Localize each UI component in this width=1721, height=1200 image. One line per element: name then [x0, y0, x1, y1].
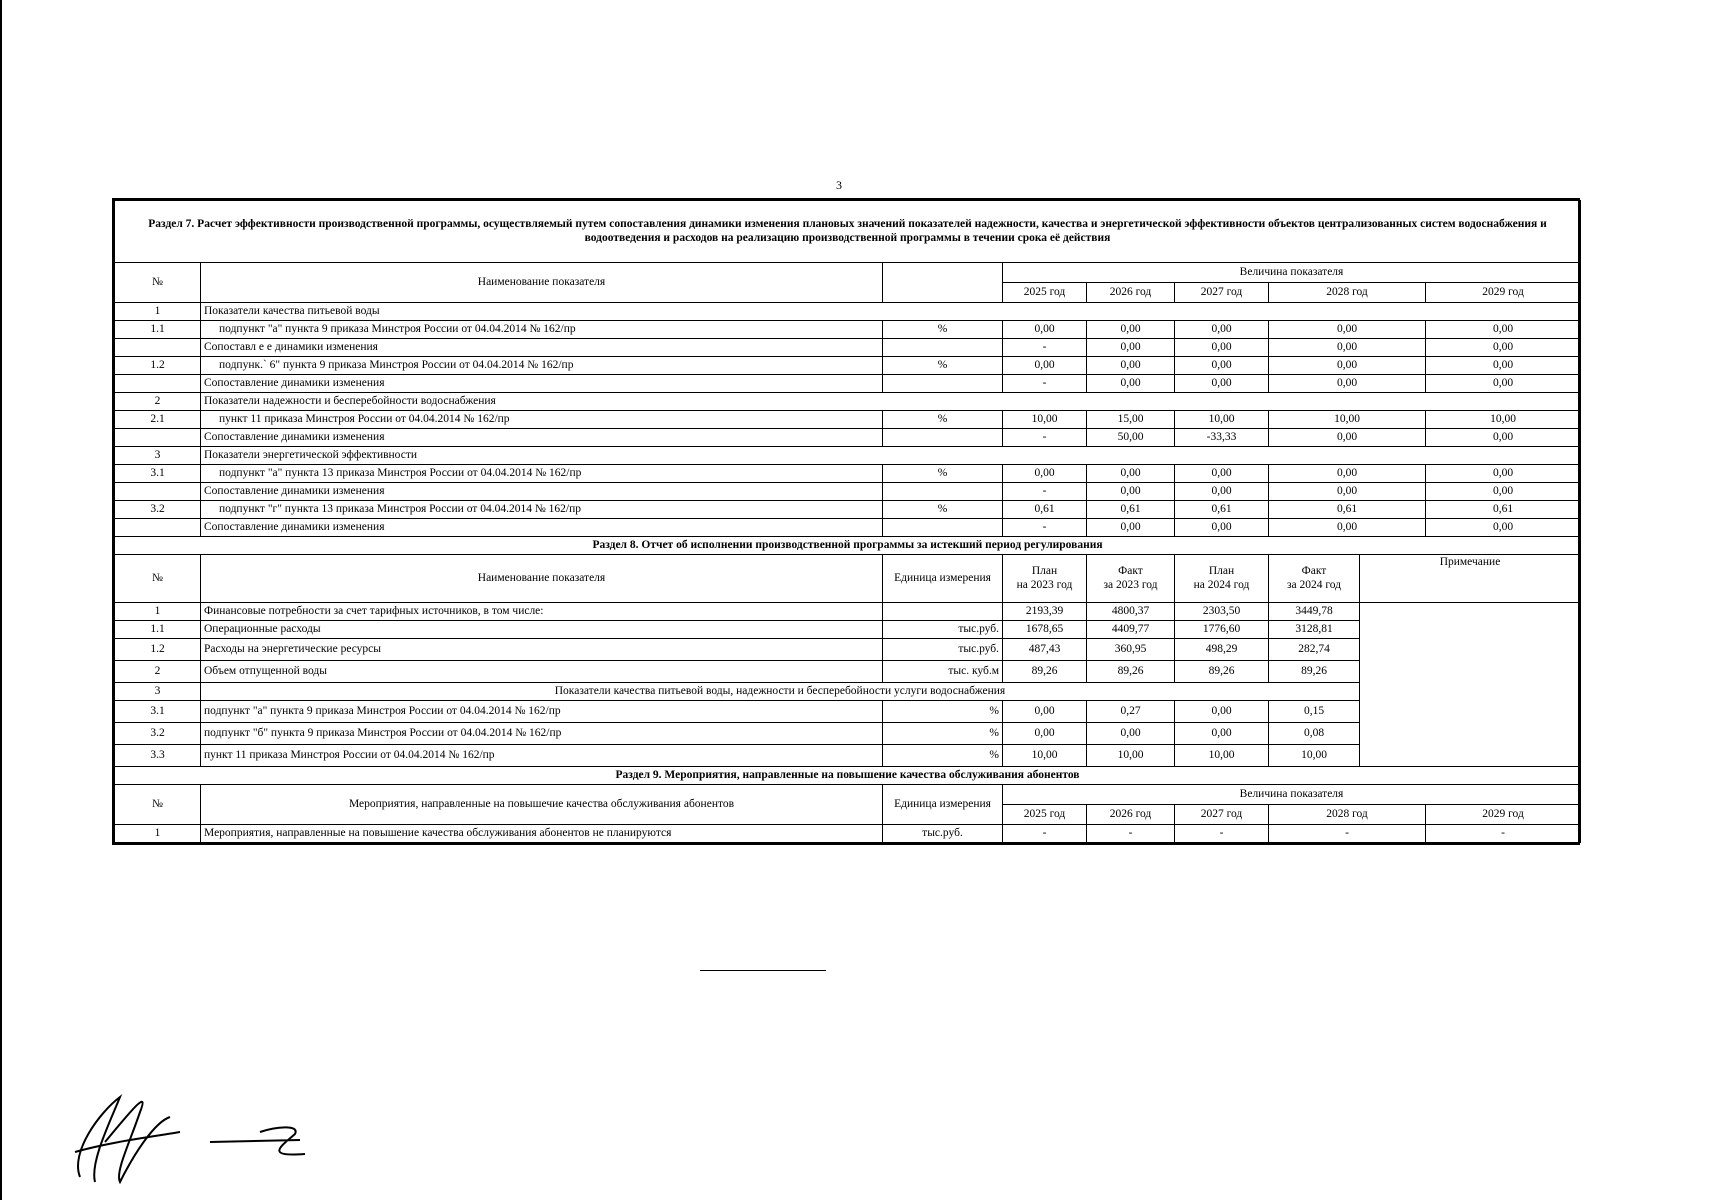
s7-row-unit: [883, 375, 1003, 393]
s7-row-no: 2: [115, 393, 201, 411]
s7-table-row: [115, 465, 1581, 483]
s9-row-value: -: [1003, 825, 1087, 843]
s7-row-name: Сопоставление динамики изменения: [201, 375, 883, 393]
signature-image: [60, 1082, 320, 1192]
s7-row-name: Сопоставл е е динамики изменения: [201, 339, 883, 357]
s9-year: 2027 год: [1175, 805, 1269, 825]
s7-row-value: 0,00: [1003, 321, 1087, 339]
s8-row-value: 10,00: [1269, 745, 1360, 767]
s7-row-value: 0,00: [1426, 483, 1581, 501]
section9-table: [114, 766, 1581, 843]
s7-header-no: №: [115, 263, 201, 303]
s8-row-unit: %: [883, 701, 1003, 723]
s8-row-value: 0,00: [1087, 723, 1175, 745]
s9-row-unit: тыс.руб.: [883, 825, 1003, 843]
s7-row-value: 0,00: [1269, 483, 1426, 501]
s8-row-name: подпункт "б" пункта 9 приказа Минстроя России от 04.04.2014 № 162/пр: [201, 723, 883, 745]
s8-header-unit: Единица измерения: [883, 555, 1003, 603]
s7-row-unit: %: [883, 411, 1003, 429]
s8-row-no: 3.3: [115, 745, 201, 767]
s7-row-no: 1.2: [115, 357, 201, 375]
s7-table-row: [115, 357, 1581, 375]
s7-year: 2029 год: [1426, 283, 1581, 303]
s7-row-value: -33,33: [1175, 429, 1269, 447]
s7-year: 2026 год: [1087, 283, 1175, 303]
s9-year: 2025 год: [1003, 805, 1087, 825]
s8-row-name: подпункт "а" пункта 9 приказа Минстроя России от 04.04.2014 № 162/пр: [201, 701, 883, 723]
s8-header-no: №: [115, 555, 201, 603]
s7-row-value: 0,00: [1426, 429, 1581, 447]
s7-row-value: 0,00: [1269, 375, 1426, 393]
s7-row-no: 1.1: [115, 321, 201, 339]
s7-row-name: подпункт "г" пункта 13 приказа Минстроя России от 04.04.2014 № 162/пр: [201, 501, 883, 519]
s7-table-row: [115, 339, 1581, 357]
s8-row-value: 10,00: [1003, 745, 1087, 767]
s9-year: 2029 год: [1426, 805, 1581, 825]
s7-row-value: 0,00: [1087, 339, 1175, 357]
s7-row-value: 0,00: [1426, 321, 1581, 339]
s7-row-value: 10,00: [1003, 411, 1087, 429]
s8-header-plan2023: План на 2023 год: [1003, 555, 1087, 603]
s7-row-value: 0,00: [1269, 465, 1426, 483]
section7-title: Раздел 7. Расчет эффективности производственной программы, осуществляемый путем сопоставления динамики изменения плановых значений показателей надежности, качества и энергетической эффективности объектов централизованных систем водоснабжения и водоотведения и расходов на реализацию производственной программы в течении срока её действия: [115, 201, 1581, 263]
s7-row-value: 0,00: [1175, 375, 1269, 393]
s9-row-value: -: [1426, 825, 1581, 843]
s7-row-value: -: [1003, 519, 1087, 537]
section7-table: [114, 200, 1581, 555]
s7-table-row: [115, 519, 1581, 537]
s7-row-value: -: [1003, 483, 1087, 501]
s7-row-value: 10,00: [1426, 411, 1581, 429]
scan-left-edge: [0, 0, 2, 1200]
s7-table-row: [115, 321, 1581, 339]
s8-row-value: 89,26: [1175, 661, 1269, 683]
s7-row-value: 0,00: [1087, 465, 1175, 483]
s8-row-unit: тыс.руб.: [883, 639, 1003, 661]
s7-row-name: Сопоставление динамики изменения: [201, 429, 883, 447]
s8-row-value: 10,00: [1175, 745, 1269, 767]
s8-header-fact2024: Факт за 2024 год: [1269, 555, 1360, 603]
s7-row-value: 50,00: [1087, 429, 1175, 447]
s8-row-value: 10,00: [1087, 745, 1175, 767]
s9-row-value: -: [1175, 825, 1269, 843]
s8-row-name: Объем отпущенной воды: [201, 661, 883, 683]
s9-row-no: 1: [115, 825, 201, 843]
s7-row-no: 3.1: [115, 465, 201, 483]
s8-row-unit: тыс. куб.м: [883, 661, 1003, 683]
s7-row-no: [115, 429, 201, 447]
s7-table-row: [115, 447, 1581, 465]
s8-group-name: Показатели качества питьевой воды, надежности и бесперебойности услуги водоснабжения: [201, 683, 1360, 701]
s7-row-name: подпункт "а" пункта 9 приказа Минстроя России от 04.04.2014 № 162/пр: [201, 321, 883, 339]
s9-year: 2028 год: [1269, 805, 1426, 825]
s7-row-unit: %: [883, 357, 1003, 375]
s7-year: 2028 год: [1269, 283, 1426, 303]
s8-header-plan2024: План на 2024 год: [1175, 555, 1269, 603]
s8-row-value: 0,08: [1269, 723, 1360, 745]
s8-note-cell: [1360, 603, 1581, 767]
s7-row-value: 0,00: [1426, 339, 1581, 357]
s7-row-name: подпунк.` 6" пункта 9 приказа Минстроя России от 04.04.2014 № 162/пр: [201, 357, 883, 375]
s8-row-unit: [883, 603, 1003, 621]
s8-row-name: Расходы на энергетические ресурсы: [201, 639, 883, 661]
s7-row-unit: [883, 339, 1003, 357]
s8-row-name: Операционные расходы: [201, 621, 883, 639]
section9-title: Раздел 9. Мероприятия, направленные на повышение качества обслуживания абонентов: [115, 767, 1581, 785]
s8-header-name: Наименование показателя: [201, 555, 883, 603]
s7-row-name: Сопоставление динамики изменения: [201, 483, 883, 501]
s7-row-value: 0,00: [1175, 321, 1269, 339]
s7-year: 2027 год: [1175, 283, 1269, 303]
s7-group-name: Показатели надежности и бесперебойности водоснабжения: [201, 393, 1581, 411]
s7-header-unit: [883, 263, 1003, 303]
s7-table-row: [115, 375, 1581, 393]
s7-row-value: 0,61: [1175, 501, 1269, 519]
s7-row-value: 0,61: [1269, 501, 1426, 519]
s7-table-row: [115, 501, 1581, 519]
s8-row-no: 3: [115, 683, 201, 701]
s8-row-value: 2303,50: [1175, 603, 1269, 621]
s8-row-value: 4409,77: [1087, 621, 1175, 639]
s9-header-name: Мероприятия, направленные на повышечие качества обслуживания абонентов: [201, 785, 883, 825]
s7-table-row: [115, 429, 1581, 447]
s7-row-value: 0,00: [1003, 465, 1087, 483]
s7-row-unit: [883, 483, 1003, 501]
s7-row-value: 0,00: [1175, 465, 1269, 483]
separator-line: [700, 970, 826, 971]
s8-row-no: 1.2: [115, 639, 201, 661]
s8-header-note: Примечание: [1360, 555, 1581, 603]
s7-row-value: 0,00: [1003, 357, 1087, 375]
s8-row-unit: %: [883, 723, 1003, 745]
s7-row-name: Сопоставление динамики изменения: [201, 519, 883, 537]
s7-year: 2025 год: [1003, 283, 1087, 303]
s7-row-value: 10,00: [1175, 411, 1269, 429]
s8-row-value: 0,00: [1003, 701, 1087, 723]
s7-row-unit: %: [883, 321, 1003, 339]
s7-row-value: -: [1003, 429, 1087, 447]
s8-row-value: 360,95: [1087, 639, 1175, 661]
s7-row-value: 0,61: [1087, 501, 1175, 519]
s8-row-value: 0,27: [1087, 701, 1175, 723]
s7-row-value: 0,00: [1269, 429, 1426, 447]
s7-row-value: -: [1003, 375, 1087, 393]
s7-row-unit: [883, 429, 1003, 447]
s7-row-no: [115, 483, 201, 501]
s7-row-name: пункт 11 приказа Минстроя России от 04.04.2014 № 162/пр: [201, 411, 883, 429]
s8-row-value: 0,00: [1175, 723, 1269, 745]
s7-row-name: подпункт "а" пункта 13 приказа Минстроя России от 04.04.2014 № 162/пр: [201, 465, 883, 483]
s7-row-value: 0,00: [1087, 357, 1175, 375]
page-number: 3: [836, 178, 842, 192]
s9-row-name: Мероприятия, направленные на повышение качества обслуживания абонентов не планируются: [201, 825, 883, 843]
s7-row-unit: %: [883, 465, 1003, 483]
s7-row-no: 1: [115, 303, 201, 321]
s8-row-value: 498,29: [1175, 639, 1269, 661]
s8-row-value: 3128,81: [1269, 621, 1360, 639]
s8-row-name: Финансовые потребности за счет тарифных источников, в том числе:: [201, 603, 883, 621]
s7-group-name: Показатели качества питьевой воды: [201, 303, 1581, 321]
s8-row-value: 1776,60: [1175, 621, 1269, 639]
s8-row-no: 1.1: [115, 621, 201, 639]
s8-row-value: 0,00: [1003, 723, 1087, 745]
s8-row-no: 1: [115, 603, 201, 621]
section8-table: [114, 554, 1581, 767]
s7-row-value: 0,00: [1175, 339, 1269, 357]
s7-row-unit: %: [883, 501, 1003, 519]
s7-row-value: 0,00: [1087, 321, 1175, 339]
s7-table-row: [115, 393, 1581, 411]
s8-row-value: 89,26: [1269, 661, 1360, 683]
s7-header-value: Величина показателя: [1003, 263, 1581, 283]
s7-row-value: 0,00: [1175, 519, 1269, 537]
s9-header-value: Величина показателя: [1003, 785, 1581, 805]
s8-row-no: 2: [115, 661, 201, 683]
section8-title: Раздел 8. Отчет об исполнении производственной программы за истекший период регулирования: [115, 537, 1581, 555]
s8-row-value: 0,15: [1269, 701, 1360, 723]
s9-table-row: [115, 825, 1581, 843]
s7-row-no: 3: [115, 447, 201, 465]
s7-row-no: [115, 339, 201, 357]
s7-row-value: -: [1003, 339, 1087, 357]
s7-row-no: 3.2: [115, 501, 201, 519]
s7-row-value: 0,00: [1087, 519, 1175, 537]
s8-row-no: 3.2: [115, 723, 201, 745]
s9-header-unit: Единица измерения: [883, 785, 1003, 825]
s9-year: 2026 год: [1087, 805, 1175, 825]
s9-row-value: -: [1269, 825, 1426, 843]
s7-header-name: Наименование показателя: [201, 263, 883, 303]
s7-row-value: 0,00: [1426, 375, 1581, 393]
s7-row-value: 0,00: [1269, 321, 1426, 339]
s9-header-no: №: [115, 785, 201, 825]
s7-row-value: 0,00: [1269, 357, 1426, 375]
s7-table-row: [115, 411, 1581, 429]
s7-row-value: 0,00: [1087, 375, 1175, 393]
s8-row-value: 487,43: [1003, 639, 1087, 661]
s7-row-value: 0,00: [1426, 357, 1581, 375]
s8-row-value: 282,74: [1269, 639, 1360, 661]
s8-row-value: 2193,39: [1003, 603, 1087, 621]
s9-row-value: -: [1087, 825, 1175, 843]
s7-row-no: 2.1: [115, 411, 201, 429]
s7-row-unit: [883, 519, 1003, 537]
s8-row-value: 1678,65: [1003, 621, 1087, 639]
s8-row-value: 4800,37: [1087, 603, 1175, 621]
s8-row-no: 3.1: [115, 701, 201, 723]
report-table-frame: [112, 198, 1580, 845]
s8-row-value: 89,26: [1087, 661, 1175, 683]
s7-row-value: 0,00: [1087, 483, 1175, 501]
s7-row-value: 10,00: [1269, 411, 1426, 429]
s7-row-value: 15,00: [1087, 411, 1175, 429]
s7-row-value: 0,61: [1003, 501, 1087, 519]
s8-row-value: 3449,78: [1269, 603, 1360, 621]
s8-row-value: 0,00: [1175, 701, 1269, 723]
s7-row-value: 0,00: [1269, 519, 1426, 537]
s7-row-value: 0,00: [1426, 465, 1581, 483]
s7-table-row: [115, 483, 1581, 501]
s7-table-row: [115, 303, 1581, 321]
s7-row-value: 0,00: [1175, 357, 1269, 375]
s8-row-value: 89,26: [1003, 661, 1087, 683]
s8-header-fact2023: Факт за 2023 год: [1087, 555, 1175, 603]
s7-row-no: [115, 519, 201, 537]
s8-row-unit: тыс.руб.: [883, 621, 1003, 639]
s8-table-row: [115, 603, 1581, 621]
s7-row-value: 0,00: [1426, 519, 1581, 537]
s7-row-value: 0,00: [1175, 483, 1269, 501]
s7-row-no: [115, 375, 201, 393]
s8-row-unit: %: [883, 745, 1003, 767]
s7-group-name: Показатели энергетической эффективности: [201, 447, 1581, 465]
s8-row-name: пункт 11 приказа Минстроя России от 04.04.2014 № 162/пр: [201, 745, 883, 767]
s7-row-value: 0,00: [1269, 339, 1426, 357]
s7-row-value: 0,61: [1426, 501, 1581, 519]
